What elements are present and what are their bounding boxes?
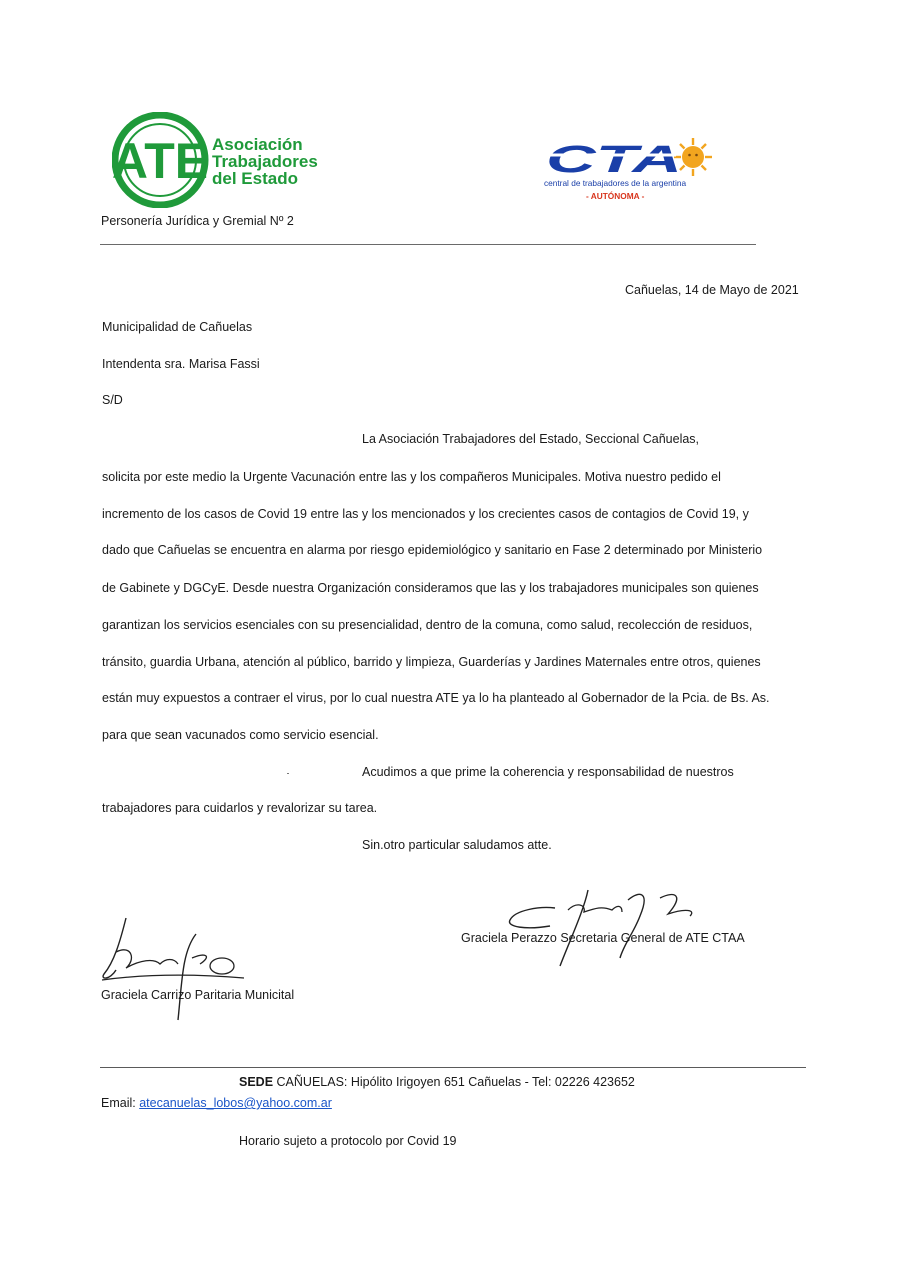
stray-mark <box>287 773 289 774</box>
signature-left-caption: Graciela Carrizo Paritaria Municital <box>101 988 295 1002</box>
personeria-text: Personería Jurídica y Gremial Nº 2 <box>101 214 294 228</box>
paragraph1-line-3: incremento de los casos de Covid 19 entre las y los mencionados y los crecientes casos de contagios de Covid 19, y <box>102 507 749 521</box>
ate-logo-line-1: Asociación <box>212 135 303 154</box>
ate-logo <box>112 112 342 208</box>
paragraph1-line-9: para que sean vacunados como servicio esencial. <box>102 728 379 742</box>
recipient-line-1: Municipalidad de Cañuelas <box>102 320 253 334</box>
ate-logo-line-3: del Estado <box>212 169 298 188</box>
header-divider <box>100 244 756 245</box>
paragraph1-line-7: tránsito, guardia Urbana, atención al público, barrido y limpieza, Guarderías y Jardines Maternales entre otros, quienes <box>102 655 761 669</box>
paragraph1-line-5: de Gabinete y DGCyE. Desde nuestra Organización consideramos que las y los trabajadores municipales son quienes <box>102 581 759 595</box>
signature-carrizo-icon <box>96 912 246 1022</box>
paragraph1-line-4: dado que Cañuelas se encuentra en alarma por riesgo epidemiológico y sanitario en Fase 2 determinado por Ministerio <box>102 543 763 557</box>
letter-date: Cañuelas, 14 de Mayo de 2021 <box>625 283 799 297</box>
closing-text: Sin.otro particular saludamos atte. <box>362 838 552 852</box>
footer-email-label: Email: <box>101 1096 140 1110</box>
footer-sede <box>239 1075 635 1090</box>
recipient-line-3: S/D <box>102 393 123 407</box>
paragraph2-line-2: trabajadores para cuidarlos y revalorizar su tarea. <box>102 801 378 815</box>
ate-monogram-icon <box>112 112 212 208</box>
footer-divider <box>100 1067 806 1068</box>
paragraph2-line-1: Acudimos a que prime la coherencia y responsabilidad de nuestros <box>362 765 734 779</box>
paragraph1-line-8: están muy expuestos a contraer el virus, por lo cual nuestra ATE ya lo ha planteado al Gobernador de la Pcia. de Bs. As. <box>102 691 770 705</box>
cta-tagline: central de trabajadores de la argentina <box>544 178 687 188</box>
footer-horario: Horario sujeto a protocolo por Covid 19 <box>239 1134 457 1148</box>
footer-email <box>101 1096 332 1111</box>
signature-right-caption: Graciela Perazzo Secretaria General de ATE CTAA <box>461 931 745 945</box>
recipient-line-2: Intendenta sra. Marisa Fassi <box>102 357 260 371</box>
cta-monogram-text: CTA <box>546 139 682 181</box>
paragraph1-line-2: solicita por este medio la Urgente Vacunación entre las y los compañeros Municipales. Motiva nuestro pedido el <box>102 470 721 484</box>
cta-subline: - AUTÓNOMA - <box>586 191 645 201</box>
footer-email-link[interactable]: atecanuelas_lobos@yahoo.com.ar <box>139 1096 332 1110</box>
paragraph1-line-6: garantizan los servicios esenciales con su presencialidad, dentro de la comuna, como salud, recolección de residuos, <box>102 618 753 632</box>
paragraph1-line-1: La Asociación Trabajadores del Estado, Seccional Cañuelas, <box>362 432 700 446</box>
cta-logo <box>540 138 730 210</box>
footer-sede-label: SEDE <box>239 1075 274 1089</box>
footer-sede-text: CAÑUELAS: Hipólito Irigoyen 651 Cañuelas - Tel: 02226 423652 <box>273 1075 635 1089</box>
ate-monogram-text: ATE <box>112 133 209 189</box>
ate-logo-name <box>212 136 318 187</box>
signature-perazzo-icon <box>500 880 710 970</box>
ate-logo-line-2: Trabajadores <box>212 152 318 171</box>
